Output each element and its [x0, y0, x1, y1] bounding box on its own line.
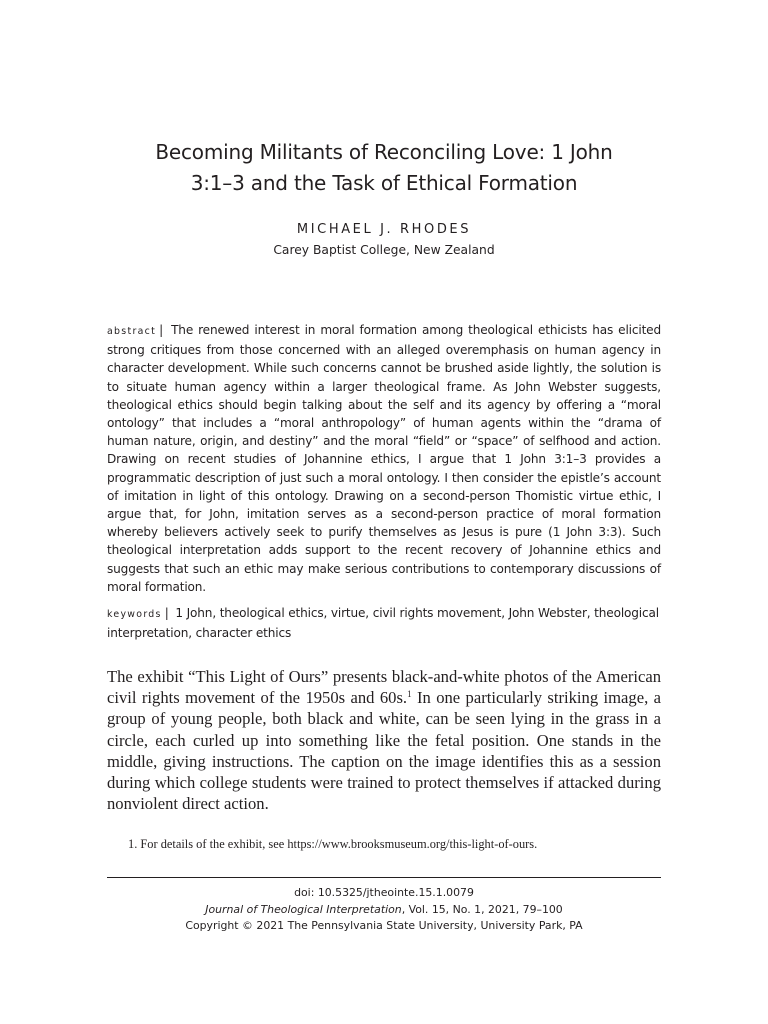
keywords-text: 1 John, theological ethics, virtue, civil rights movement, John Webster, theological interpretation, character ethics [107, 606, 659, 641]
body-text-part-1: The exhibit “This Light of Ours” presents black-and-white photos of the American civil rights movement of the 1950s and 60s. [107, 667, 661, 708]
abstract [107, 321, 661, 596]
article-title-line-2: 3:1–3 and the Task of Ethical Formation [190, 171, 578, 195]
abstract-text: The renewed interest in moral formation among theological ethicists has elicited strong critiques from those concerned with an alleged overemphasis on human agency in character development. While such concerns cannot be brushed aside lightly, the solution is to situate human agency within a larger theological frame. As John Webster suggests, theological ethics should begin talking about the self and its agency by offering a “moral ontology” that includes a “moral anthropology” of human agents within the “drama of human nature, origin, and destiny” and the moral “field” or “space” of selfhood and action. Drawing on recent studies of Johannine ethics, I argue that 1 John 3:1–3 provides a programmatic description of just such a moral ontology. I then consider the epistle’s account of imitation in light of this ontology. Drawing on a second-person Thomistic virtue ethic, I argue that, for John, imitation serves as a second-person practice of moral formation whereby believers actively seek to purify themselves as Jesus is pure (1 John 3:3). Such theological interpretation adds support to the recent recovery of Johannine ethics and suggests that such an ethic may make serious contributions to contemporary discussions of moral formation. [107, 323, 661, 594]
footnote-reference: 1 [407, 689, 412, 700]
article-title-line-1: Becoming Militants of Reconciling Love: 1 John [155, 140, 613, 164]
author-affiliation: Carey Baptist College, New Zealand [273, 243, 495, 257]
publication-footer [0, 885, 768, 935]
keywords [107, 604, 661, 642]
article-title [100, 137, 668, 199]
abstract-label: abstract [107, 326, 157, 337]
keywords-separator: | [164, 606, 169, 620]
doi: doi: 10.5325/jtheointe.15.1.0079 [294, 886, 474, 899]
footnote [128, 836, 661, 852]
abstract-separator: | [159, 323, 164, 337]
journal-name: Journal of Theological Interpretation [205, 902, 402, 916]
footnote-text: For details of the exhibit, see https://www.brooksmuseum.org/this-light-of-ours. [140, 837, 538, 851]
footnote-number: 1. [128, 837, 138, 851]
body-paragraph [107, 666, 661, 814]
author-name: MICHAEL J. RHODES [296, 222, 472, 237]
body-text-part-2: In one particularly striking image, a group of young people, both black and white, can be seen lying in the grass in a circle, each curled up into something like the fetal position. One stands in the middle, giving instructions. The caption on the image identifies this as a session during which college students were trained to protect themselves if attacked during nonviolent direct action. [107, 688, 661, 814]
footer-rule [107, 877, 661, 878]
keywords-label: keywords [107, 609, 162, 620]
copyright: Copyright © 2021 The Pennsylvania State University, University Park, PA [185, 919, 583, 932]
journal-citation [0, 902, 768, 919]
journal-details: , Vol. 15, No. 1, 2021, 79–100 [401, 902, 563, 916]
